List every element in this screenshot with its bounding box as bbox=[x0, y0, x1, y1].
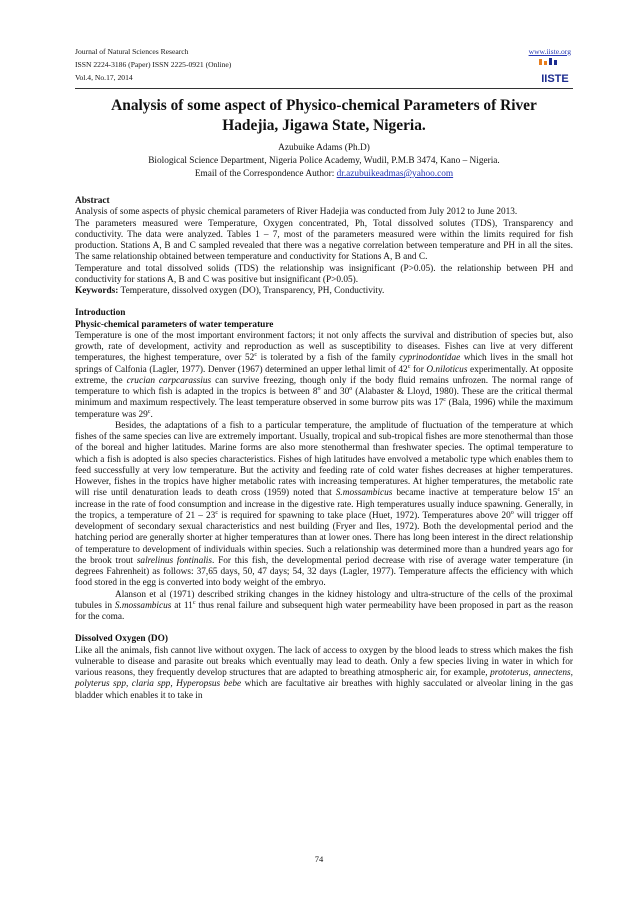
degree-mark: c bbox=[192, 599, 196, 606]
text-run: is required for spawning to take place (Huet, 1972). Temperatures above 20 bbox=[218, 510, 511, 521]
text-run: (Alabaster & Lloyd, 1980). These are the critical thermal minimum and maximum respectively. The least temperature observed in some burrow pits was 17 bbox=[75, 387, 573, 409]
degree-mark: c bbox=[254, 352, 257, 359]
text-run: became inactive at temperature below 15 bbox=[392, 488, 558, 499]
email-label: Email of the Correspondence Author: bbox=[194, 169, 337, 179]
introduction-heading: Introduction bbox=[75, 308, 126, 319]
keywords-line bbox=[75, 286, 573, 297]
degree-mark: o bbox=[510, 509, 514, 516]
introduction-subheading: Physic-chemical parameters of water temperature bbox=[75, 319, 274, 330]
italic-run: cyprinodontidae bbox=[399, 353, 461, 364]
degree-mark: c bbox=[443, 397, 446, 404]
text-run: Temperature is one of the most important environment factors; it not only affects the survival and distribution of species but, also growth, rate of development, activity and reproduction as well as susceptibility to diseases. Fishes can live at very different temperatures, the highest temperature, over 52 bbox=[75, 330, 573, 364]
spacer bbox=[75, 623, 573, 634]
text-run: (Bala, 1996) while the maximum temperature was 29 bbox=[75, 398, 573, 420]
title-line-1: Analysis of some aspect of Physico-chemical Parameters of River bbox=[111, 97, 537, 114]
journal-url-link[interactable]: www.iiste.org bbox=[528, 47, 571, 56]
text-run: can survive freezing, though only if the body fluid remains unfrozen. The normal range of temperature to which fish is adapted in the tropics is between 8 bbox=[75, 375, 573, 397]
logo-bar bbox=[539, 59, 542, 65]
spacer bbox=[75, 297, 573, 308]
author-email-line bbox=[75, 168, 573, 180]
text-run: Alanson et al (1971) described striking changes in the kidney histology and ultra-structure of the cells of the proximal tubules in bbox=[75, 589, 573, 611]
header-divider bbox=[75, 88, 573, 89]
italic-run: S.mossambicus bbox=[335, 488, 393, 499]
italic-run: O.niloticus bbox=[426, 364, 468, 375]
logo-bar bbox=[544, 61, 547, 65]
iiste-logo bbox=[536, 58, 574, 88]
text-run: which lives in the small hot springs of Calfonia (Lagler, 1977). Denver (1967) determined an upper lethal limit of 42 bbox=[75, 353, 574, 375]
do-paragraph-1 bbox=[75, 646, 573, 702]
text-run: for bbox=[410, 364, 427, 375]
intro-paragraph-2 bbox=[75, 421, 573, 590]
title-line-2: Hadejia, Jigawa State, Nigeria. bbox=[222, 117, 426, 134]
paper-title bbox=[75, 96, 573, 136]
degree-mark: o bbox=[349, 385, 353, 392]
text-run: is tolerated by a fish of the family bbox=[257, 353, 400, 364]
italic-run: prototerus, annectens, polyterus spp, claria spp, Hyperopsus bebe bbox=[75, 668, 574, 690]
text-run: thus renal failure and subsequent high water permeability have been proposed in part as the reason for the coma. bbox=[75, 600, 573, 622]
degree-mark: c bbox=[147, 408, 151, 415]
degree-mark: c bbox=[407, 363, 411, 370]
volume-line: Vol.4, No.17, 2014 bbox=[75, 73, 133, 82]
author-name: Azubuike Adams (Ph.D) bbox=[278, 143, 370, 153]
abstract-paragraph-3: Temperature and total dissolved solids (TDS) the relationship was insignificant (P>0.05). the relationship between PH and conductivity for stations A, B and C was positive but insignificant (P>0.05). bbox=[75, 263, 573, 285]
intro-paragraph-1 bbox=[75, 331, 573, 421]
text-run: Besides, the adaptations of a fish to a particular temperature, the amplitude of fluctuation of the temperature at which fishes of the same species can live are extremely important. Usually, tropical and sub-tropical fishes are more stenothermal than those of the boreal and higher latitudes. Marine forms are also more stenothermal than freshwater species. The optimal temperature to which a fish is adopted is also species characteristics. Fishes of high latitudes have envolved a metabolic type which enables them to feed successfully at very low temperature. But the activity and feeding rate of cold water fishes decreases at higher temperatures. However, fishes in the tropics have higher metabolic rates with increasing temperatures. At higher temperatures, the metabolic rate will rise until denaturation leads to death cross (1959) noted that bbox=[75, 420, 573, 499]
logo-text: IISTE bbox=[541, 73, 569, 85]
intro-paragraph-3 bbox=[75, 590, 573, 624]
author-affiliation: Biological Science Department, Nigeria Police Academy, Wudil, P.M.B 3474, Kano – Nigeria. bbox=[148, 156, 500, 166]
keywords-label: Keywords: bbox=[75, 286, 119, 296]
text-run: which are facultative air breathes with highly sacculated or alveolar lining in the gas bladder which enables it to take in bbox=[75, 679, 573, 701]
text-run: Like all the animals, fish cannot live without oxygen. The lack of access to oxygen by the blood leads to stress which makes the fish vulnerable to disease and parasite out breaks which eventually may lead to death. Only a few species living in water in which for various reasons, they frequently develop structures that are adapted to breathing atmospheric air, for example, bbox=[75, 645, 573, 678]
text-run: at 11 bbox=[171, 600, 193, 611]
degree-mark: o bbox=[317, 385, 321, 392]
text-run: an increase in the rate of food consumption and increase in the digestive rate. High temperatures usually induce spawning. Generally, in the tropics, a temperature of 21 – 23 bbox=[75, 488, 574, 521]
issn-line: ISSN 2224-3186 (Paper) ISSN 2225-0921 (Online) bbox=[75, 60, 232, 69]
logo-bar bbox=[554, 60, 557, 65]
text-run: . For this fish, the developmental period decrease with rise of average water temperature (in degrees Fahrenheit) as follows: 37,65 days, 50, 47 days; 54, 32 days (Lagler, 1977). Temperature affects the efficiency with which food stored in the egg is converted into body weight of the embryo. bbox=[75, 555, 573, 589]
text-run: experimentally. At opposite extreme, the bbox=[75, 364, 573, 386]
text-run: . bbox=[150, 409, 153, 420]
abstract-heading: Abstract bbox=[75, 196, 110, 206]
page-number: 74 bbox=[314, 854, 324, 864]
abstract-paragraph-1: Analysis of some aspects of physic chemical parameters of River Hadejia was conducted from July 2012 to June 2013. bbox=[75, 207, 518, 218]
keywords-text: Temperature, dissolved oxygen (DO), Transparency, PH, Conductivity. bbox=[118, 286, 385, 296]
journal-name: Journal of Natural Sciences Research bbox=[75, 47, 189, 56]
degree-mark: c bbox=[215, 509, 219, 516]
logo-bar bbox=[549, 58, 552, 65]
author-email-link[interactable]: dr.azubuikeadmas@yahoo.com bbox=[336, 169, 454, 179]
degree-mark: c bbox=[557, 487, 561, 494]
paper-body bbox=[75, 196, 573, 702]
italic-run: S.mossambicus bbox=[114, 600, 172, 611]
dissolved-oxygen-heading: Dissolved Oxygen (DO) bbox=[75, 634, 168, 645]
italic-run: crucian carpcarassius bbox=[126, 375, 212, 386]
text-run: and 30 bbox=[320, 387, 350, 397]
italic-run: salrelinus fontinalis bbox=[136, 555, 213, 566]
abstract-paragraph-2: The parameters measured were Temperature, Oxygen concentrated, Ph, Total dissolved solutes (TDS), Transparency and conductivity. The data were analyzed. Tables 1 – 7, most of the parameters measured were within the limits required for fish production. Stations A, B and C sampled revealed that there was a negative correlation between temperature and PH in all the sites. The same relationship obtained between temperature and conductivity for Stations A, B and C. bbox=[75, 218, 573, 263]
text-run: will trigger off development of secondary sexual characteristics and nest building (Fryer and Iles, 1972). Both the developmental period and the hatching period are generally shorter at higher temperatures than at lower ones. There has long been interest in the direct relationship of temperature to development of individuals within species. Such a relationship was determined more than a hundred years ago for the brook trout bbox=[75, 510, 574, 566]
